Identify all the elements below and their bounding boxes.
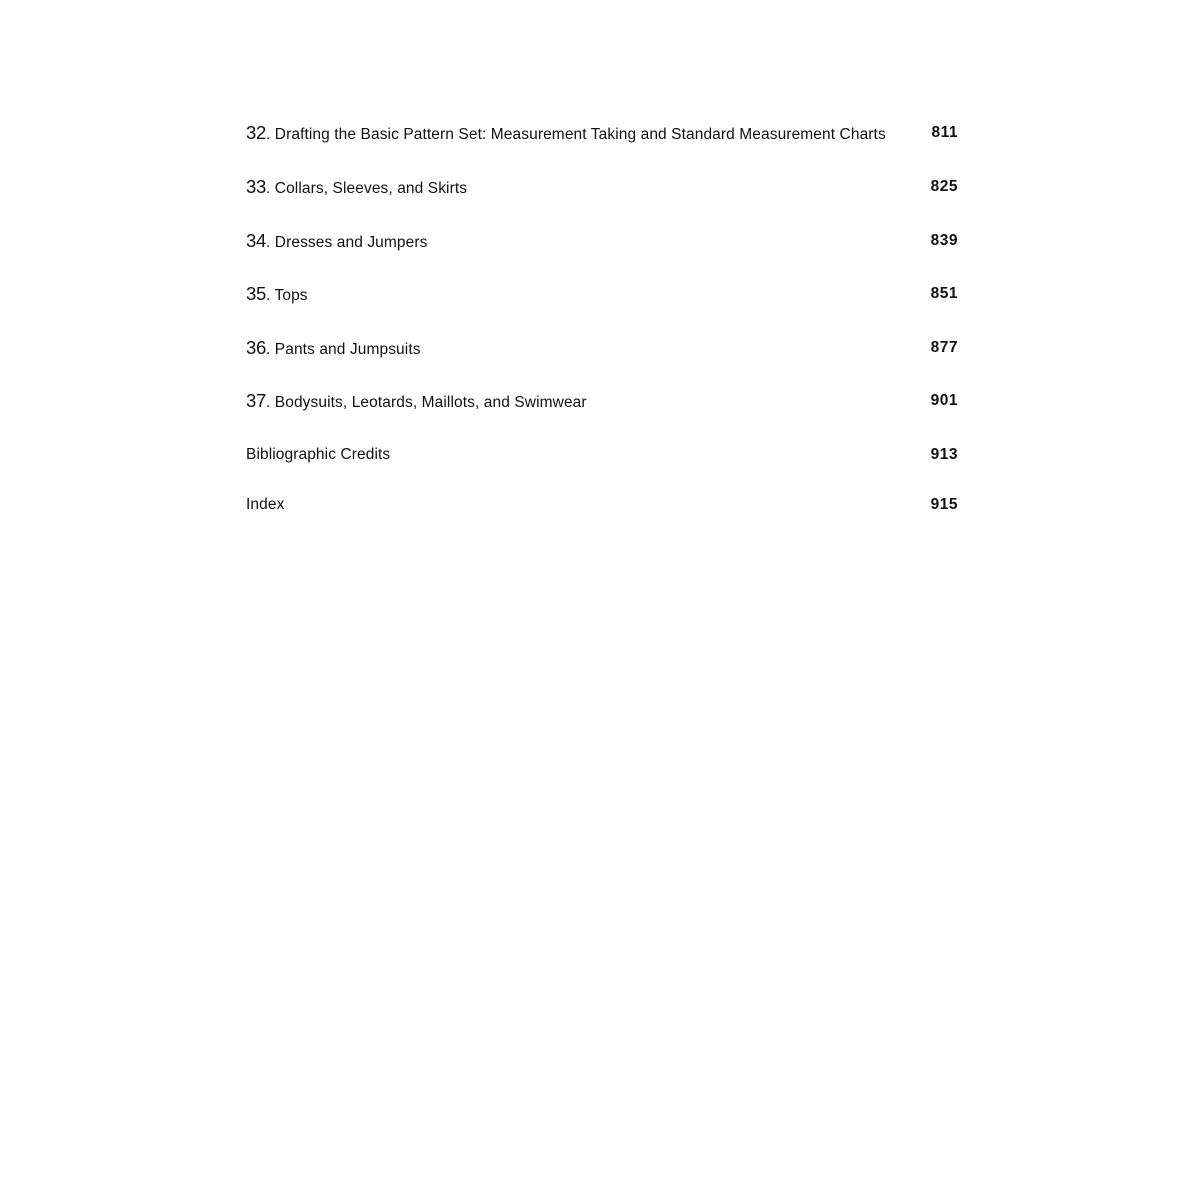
page-number: 811 (931, 124, 958, 141)
chapter-title: . Bodysuits, Leotards, Maillots, and Swimwear (265, 394, 587, 411)
chapter-number: 32 (246, 122, 266, 143)
entry-title (246, 122, 886, 144)
toc-entry-34[interactable] (246, 226, 958, 256)
page-number: 851 (930, 285, 958, 302)
entry-title (246, 390, 587, 412)
chapter-title: . Collars, Sleeves, and Skirts (265, 180, 468, 197)
page-number: 915 (930, 496, 958, 513)
chapter-title: . Dresses and Jumpers (265, 234, 428, 251)
toc-entry-35[interactable] (246, 279, 958, 309)
entry-title: Bibliographic Credits (246, 446, 391, 463)
page-number: 901 (930, 392, 958, 409)
toc-entry-37[interactable] (246, 386, 958, 416)
entry-title (246, 283, 308, 305)
page-number: 913 (930, 446, 958, 463)
entry-title (246, 337, 421, 359)
chapter-number: 35 (246, 283, 266, 304)
chapter-title: . Drafting the Basic Pattern Set: Measurement Taking and Standard Measurement Charts (265, 126, 886, 143)
chapter-title: . Pants and Jumpsuits (265, 341, 421, 358)
chapter-number: 37 (246, 390, 266, 411)
entry-title (246, 176, 467, 198)
toc-entry-33[interactable] (246, 172, 958, 202)
page-number: 825 (930, 178, 958, 195)
chapter-number: 34 (246, 230, 266, 251)
chapter-title: . Tops (265, 287, 308, 304)
page-number: 839 (930, 232, 958, 249)
toc-entry-32[interactable] (246, 118, 958, 148)
entry-title (246, 230, 427, 252)
page-number: 877 (930, 339, 958, 356)
toc-entry-36[interactable] (246, 333, 958, 363)
chapter-number: 33 (246, 176, 266, 197)
entry-title: Index (246, 496, 285, 513)
chapter-number: 36 (246, 337, 266, 358)
table-of-contents (246, 118, 958, 520)
toc-entry-bibliographic-credits[interactable] (246, 440, 958, 470)
toc-entry-index[interactable] (246, 490, 958, 520)
